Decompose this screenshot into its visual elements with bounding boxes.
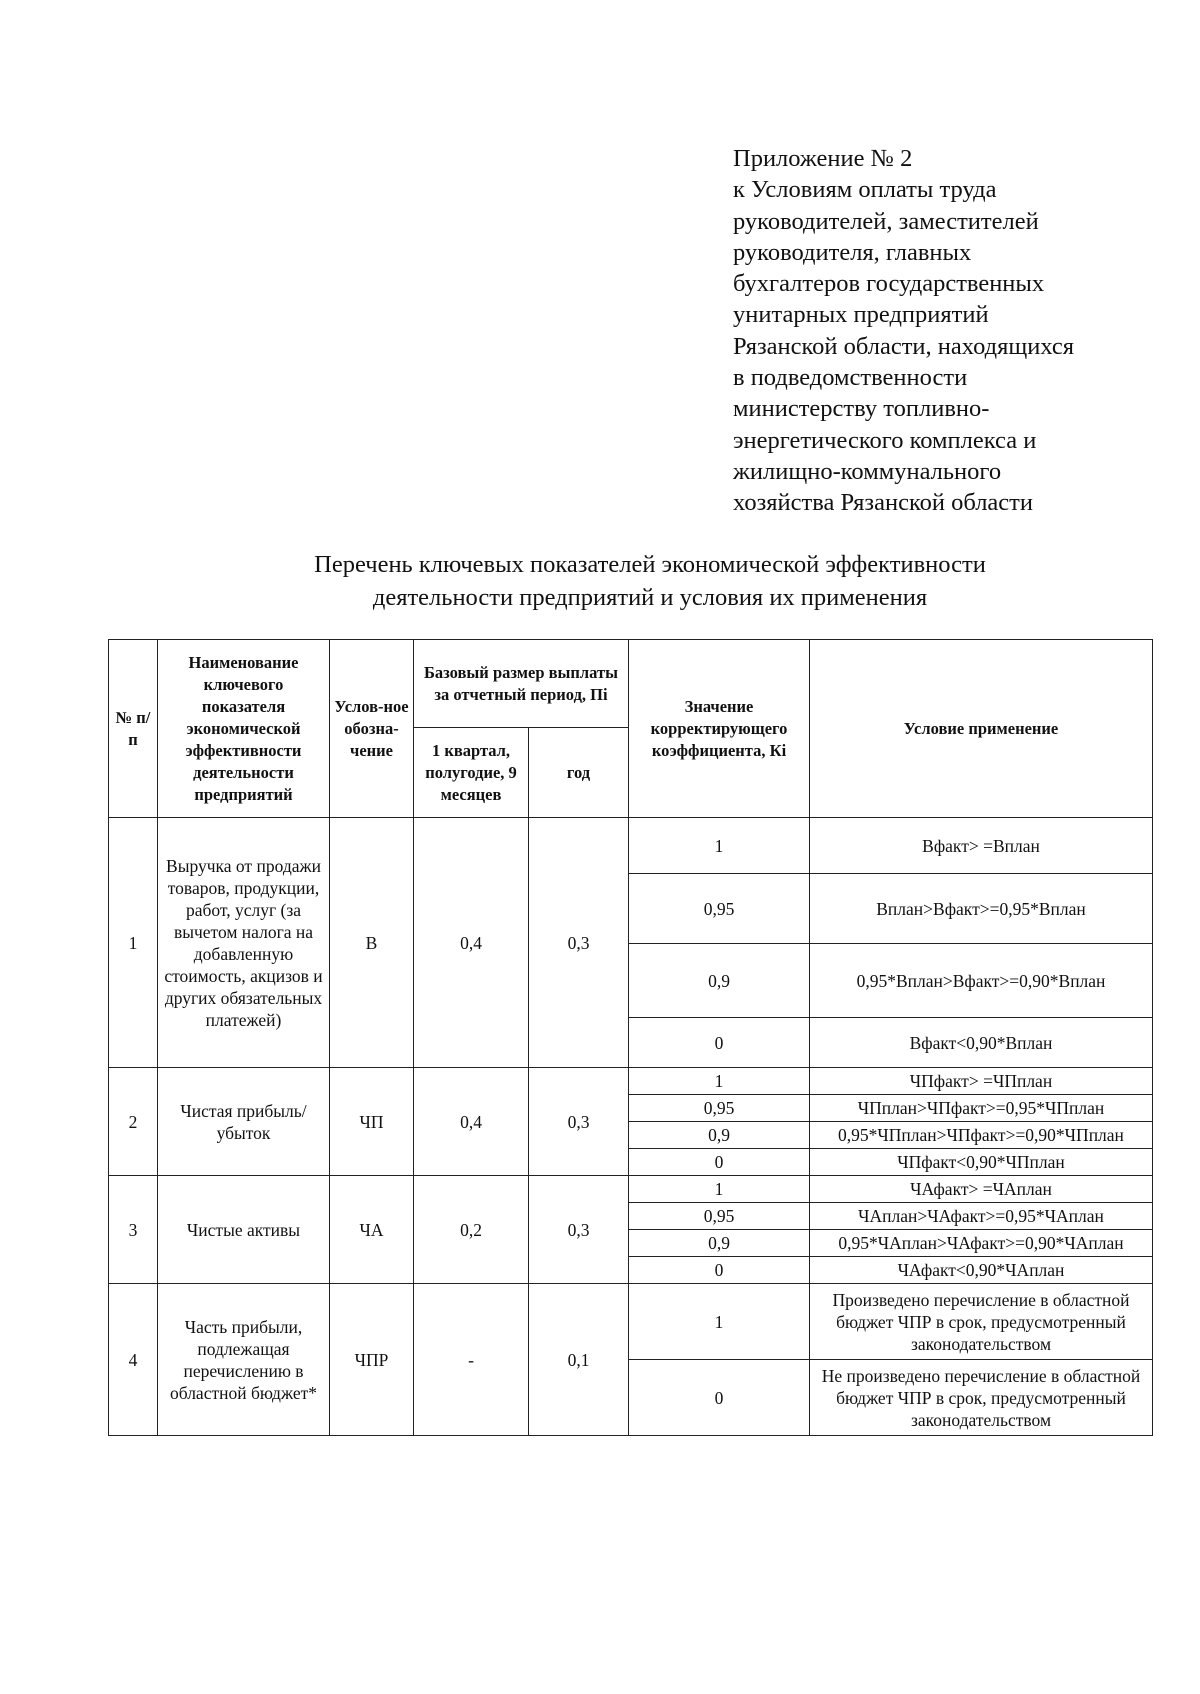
table-row xyxy=(109,1284,1153,1360)
row-condition: ЧАфакт> =ЧАплан xyxy=(810,1176,1153,1203)
row-coef: 0 xyxy=(629,1257,810,1284)
appendix-line: руководителей, заместителей xyxy=(733,207,1039,235)
row-condition: Произведено перечисление в областной бюджет ЧПР в срок, предусмотренный законодательством xyxy=(810,1284,1153,1360)
appendix-line: Приложение № 2 xyxy=(733,145,913,172)
table-row xyxy=(109,818,1153,874)
header-coef: Значение корректирующего коэффициента, Кi xyxy=(629,640,810,818)
appendix-line: хозяйства Рязанской области xyxy=(733,489,1033,517)
row-name: Чистая прибыль/убыток xyxy=(158,1068,330,1176)
row-condition: 0,95*ЧАплан>ЧАфакт>=0,90*ЧАплан xyxy=(810,1230,1153,1257)
row-num: 2 xyxy=(109,1068,158,1176)
row-symbol: ЧП xyxy=(330,1068,414,1176)
row-year: 0,3 xyxy=(529,1176,629,1284)
kpi-table xyxy=(108,639,1153,1436)
header-row xyxy=(109,640,1153,728)
row-condition: Вфакт> =Вплан xyxy=(810,818,1153,874)
row-condition: ЧПплан>ЧПфакт>=0,95*ЧПплан xyxy=(810,1095,1153,1122)
row-coef: 0,95 xyxy=(629,1203,810,1230)
row-symbol: В xyxy=(330,818,414,1068)
header-name: Наименование ключевого показателя экономической эффективности деятельности предприятий xyxy=(158,640,330,818)
appendix-line: к Условиям оплаты труда xyxy=(733,176,997,204)
appendix-line: унитарных предприятий xyxy=(733,301,989,329)
header-symbol: Услов-ное обозна-чение xyxy=(330,640,414,818)
appendix-line: руководителя, главных xyxy=(733,238,972,266)
header-condition: Условие применение xyxy=(810,640,1153,818)
appendix-line: жилищно-коммунального xyxy=(733,457,1002,485)
row-condition: ЧАплан>ЧАфакт>=0,95*ЧАплан xyxy=(810,1203,1153,1230)
row-symbol: ЧПР xyxy=(330,1284,414,1436)
document-title xyxy=(0,548,1200,614)
table-row xyxy=(109,1068,1153,1095)
row-quarter: 0,4 xyxy=(414,818,529,1068)
row-name: Часть прибыли, подлежащая перечислению в областной бюджет* xyxy=(158,1284,330,1436)
row-condition: Вфакт<0,90*Вплан xyxy=(810,1018,1153,1068)
row-name: Чистые активы xyxy=(158,1176,330,1284)
row-num: 3 xyxy=(109,1176,158,1284)
row-condition: ЧПфакт<0,90*ЧПплан xyxy=(810,1149,1153,1176)
table-row xyxy=(109,1176,1153,1203)
row-condition: Вплан>Вфакт>=0,95*Вплан xyxy=(810,874,1153,944)
row-coef: 0,9 xyxy=(629,1122,810,1149)
row-condition: ЧПфакт> =ЧПплан xyxy=(810,1068,1153,1095)
row-num: 1 xyxy=(109,818,158,1068)
row-condition: Не произведено перечисление в областной бюджет ЧПР в срок, предусмотренный законодательством xyxy=(810,1360,1153,1436)
row-coef: 0,95 xyxy=(629,874,810,944)
appendix-line: энергетического комплекса и xyxy=(733,426,1037,454)
row-coef: 1 xyxy=(629,1068,810,1095)
row-quarter: 0,2 xyxy=(414,1176,529,1284)
row-coef: 0 xyxy=(629,1018,810,1068)
row-coef: 0,95 xyxy=(629,1095,810,1122)
row-year: 0,1 xyxy=(529,1284,629,1436)
row-year: 0,3 xyxy=(529,818,629,1068)
row-year: 0,3 xyxy=(529,1068,629,1176)
header-base: Базовый размер выплаты за отчетный период, Пi xyxy=(414,640,629,728)
row-coef: 1 xyxy=(629,1284,810,1360)
title-line-2: деятельности предприятий и условия их применения xyxy=(372,584,928,611)
appendix-line: Рязанской области, находящихся xyxy=(733,332,1075,360)
appendix-block xyxy=(733,143,1153,519)
header-base-quarter: 1 квартал, полугодие, 9 месяцев xyxy=(414,728,529,818)
title-line-1: Перечень ключевых показателей экономической эффективности xyxy=(314,551,986,578)
row-name: Выручка от продажи товаров, продукции, работ, услуг (за вычетом налога на добавленную стоимость, акцизов и других обязательных платежей) xyxy=(158,818,330,1068)
header-base-year: год xyxy=(529,728,629,818)
header-num: № п/п xyxy=(109,640,158,818)
row-coef: 0 xyxy=(629,1360,810,1436)
row-coef: 0,9 xyxy=(629,1230,810,1257)
appendix-line: бухгалтеров государственных xyxy=(733,270,1045,298)
row-coef: 1 xyxy=(629,818,810,874)
row-condition: ЧАфакт<0,90*ЧАплан xyxy=(810,1257,1153,1284)
row-coef: 0 xyxy=(629,1149,810,1176)
row-coef: 0,9 xyxy=(629,944,810,1018)
row-coef: 1 xyxy=(629,1176,810,1203)
row-condition: 0,95*Вплан>Вфакт>=0,90*Вплан xyxy=(810,944,1153,1018)
appendix-line: в подведомственности xyxy=(733,364,968,392)
row-quarter: - xyxy=(414,1284,529,1436)
appendix-line: министерству топливно- xyxy=(733,395,990,423)
row-condition: 0,95*ЧПплан>ЧПфакт>=0,90*ЧПплан xyxy=(810,1122,1153,1149)
row-num: 4 xyxy=(109,1284,158,1436)
row-symbol: ЧА xyxy=(330,1176,414,1284)
row-quarter: 0,4 xyxy=(414,1068,529,1176)
